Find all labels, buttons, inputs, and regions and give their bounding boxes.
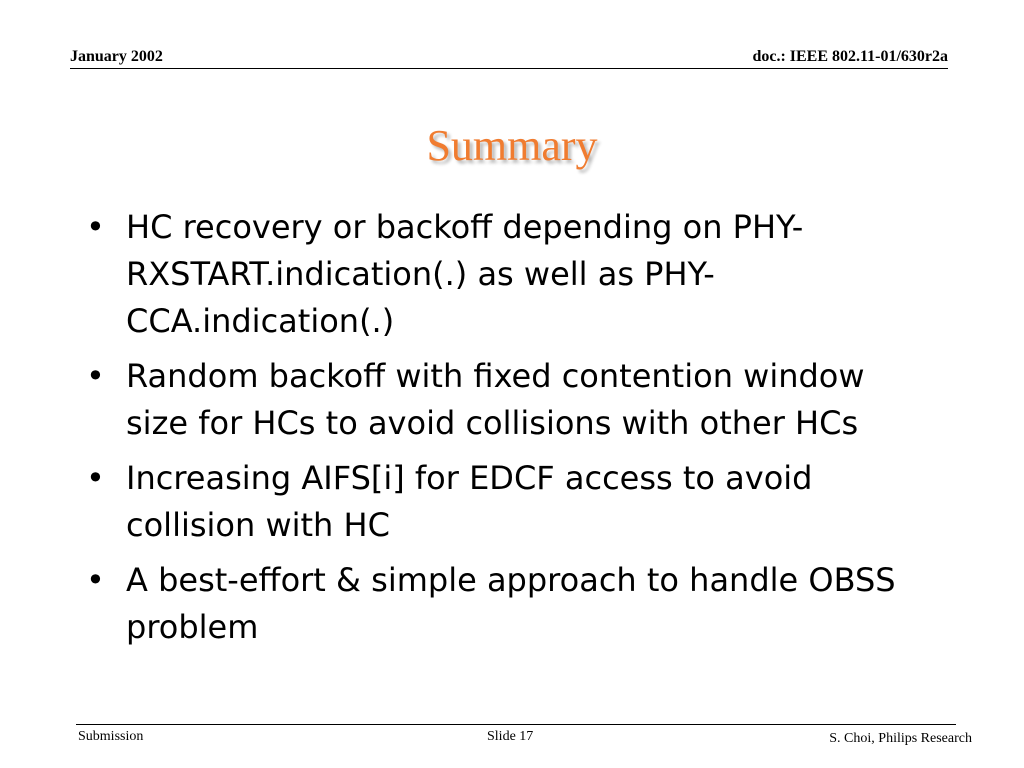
footer-slide-number: Slide 17: [487, 729, 534, 744]
bullet-dot-icon: •: [86, 459, 105, 497]
footer-divider: [76, 724, 956, 725]
header-doc-id: doc.: IEEE 802.11-01/630r2a: [752, 48, 948, 65]
slide-title: Summary: [426, 121, 598, 170]
bullet-item: [86, 353, 926, 447]
bullet-item: [86, 557, 926, 651]
bullet-dot-icon: •: [86, 357, 105, 395]
bullet-item: [86, 204, 926, 345]
footer-submission: Submission: [78, 729, 144, 744]
bullet-text: HC recovery or backoff depending on PHY-RXSTART.indication(.) as well as PHY-CCA.indication(.): [126, 208, 804, 340]
bullet-text: Random backoff with fixed contention window size for HCs to avoid collisions with other HCs: [126, 357, 865, 442]
bullet-text: Increasing AIFS[i] for EDCF access to avoid collision with HC: [126, 459, 813, 544]
header-date: January 2002: [70, 48, 163, 65]
bullet-list: [86, 204, 926, 659]
header-divider: [70, 68, 948, 69]
bullet-text: A best-effort & simple approach to handle OBSS problem: [126, 561, 896, 646]
bullet-dot-icon: •: [86, 561, 105, 599]
bullet-dot-icon: •: [86, 208, 105, 246]
bullet-item: [86, 455, 926, 549]
footer-author: S. Choi, Philips Research: [829, 731, 972, 746]
